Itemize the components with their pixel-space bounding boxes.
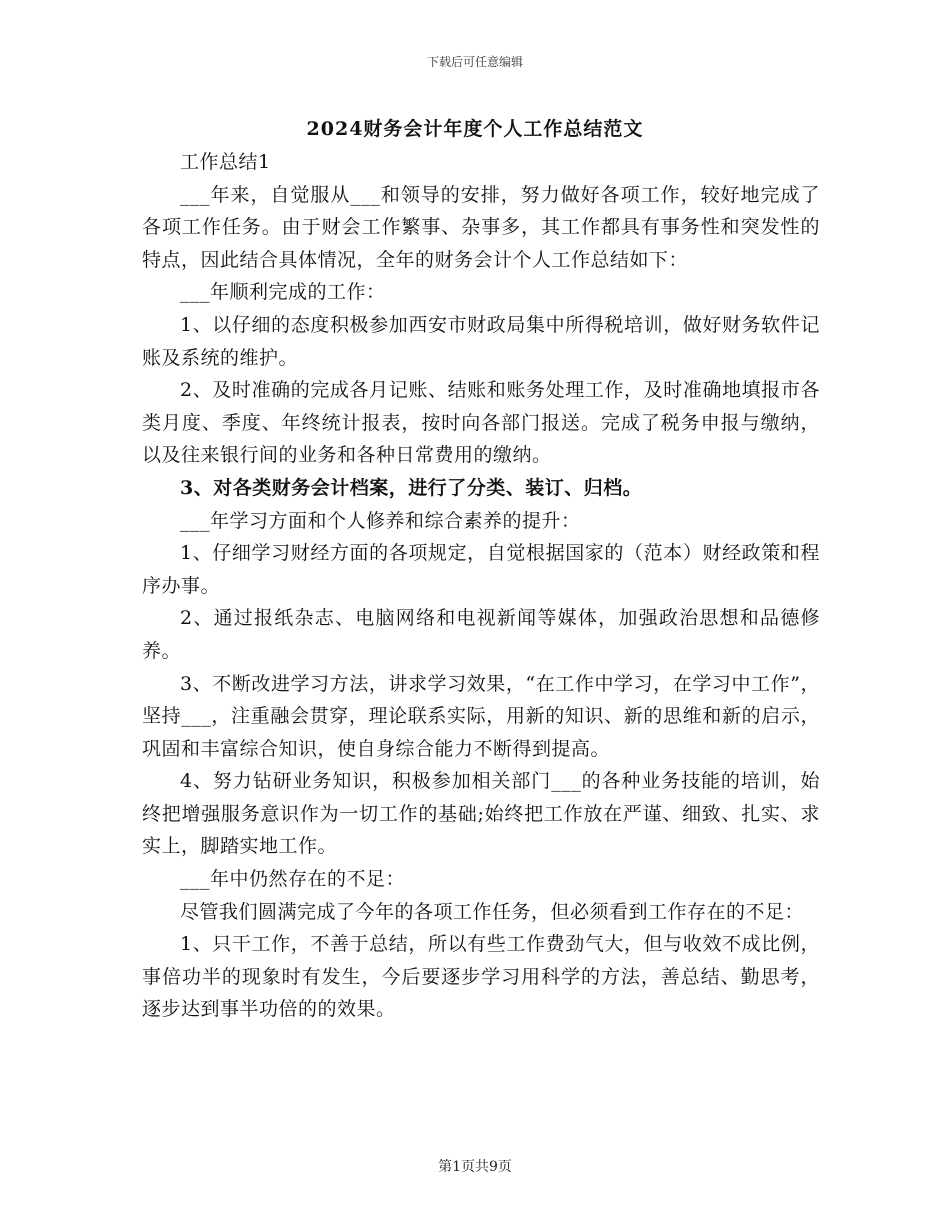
paragraph: 1、以仔细的态度积极参加西安市财政局集中所得税培训，做好财务软件记账及系统的维护。 xyxy=(142,313,820,369)
paragraph: 3、不断改进学习方法，讲求学习效果，“在工作中学习，在学习中工作”，坚持___，注重融会贯穿，理论联系实际，用新的知识、新的思维和新的启示，巩固和丰富综合知识，使自身综合能力不断得到提高。 xyxy=(142,672,820,760)
paragraph: 2、通过报纸杂志、电脑网络和电视新闻等媒体，加强政治思想和品德修养。 xyxy=(142,607,820,662)
document-body xyxy=(142,146,820,1026)
paragraph: 2、及时准确的完成各月记账、结账和账务处理工作，及时准确地填报市各类月度、季度、年终统计报表，按时向各部门报送。完成了税务申报与缴纳，以及往来银行间的业务和各种日常费用的缴纳。 xyxy=(142,379,820,467)
paragraph-bold: 3、对各类财务会计档案，进行了分类、装订、归档。 xyxy=(180,476,643,499)
paragraph: ___年中仍然存在的不足： xyxy=(180,868,406,891)
paragraph: ___年学习方面和个人修养和综合素养的提升： xyxy=(180,509,581,532)
document-title: 2024财务会计年度个人工作总结范文 xyxy=(306,118,644,140)
paragraph: ___年来，自觉服从___和领导的安排，努力做好各项工作，较好地完成了各项工作任务。由于财会工作繁事、杂事多，其工作都具有事务性和突发性的特点，因此结合具体情况，全年的财务会计个人工作总结如下： xyxy=(142,183,820,271)
paragraph: 工作总结1 xyxy=(180,151,271,173)
paragraph: 尽管我们圆满完成了今年的各项工作任务，但必须看到工作存在的不足： xyxy=(180,900,805,923)
paragraph: 1、只干工作，不善于总结，所以有些工作费劲气大，但与收效不成比例，事倍功半的现象时有发生，今后要逐步学习用科学的方法，善总结、勤思考，逐步达到事半功倍的的效果。 xyxy=(142,933,820,1021)
page-number: 第1页共9页 xyxy=(438,1159,512,1175)
paragraph: 4、努力钻研业务知识，积极参加相关部门___的各种业务技能的培训，始终把增强服务意识作为一切工作的基础;始终把工作放在严谨、细致、扎实、求实上，脚踏实地工作。 xyxy=(142,770,820,858)
paragraph: 1、仔细学习财经方面的各项规定，自觉根据国家的（范本）财经政策和程序办事。 xyxy=(142,542,820,597)
paragraph: ___年顺利完成的工作： xyxy=(180,281,386,304)
header-note: 下载后可任意编辑 xyxy=(426,55,523,69)
